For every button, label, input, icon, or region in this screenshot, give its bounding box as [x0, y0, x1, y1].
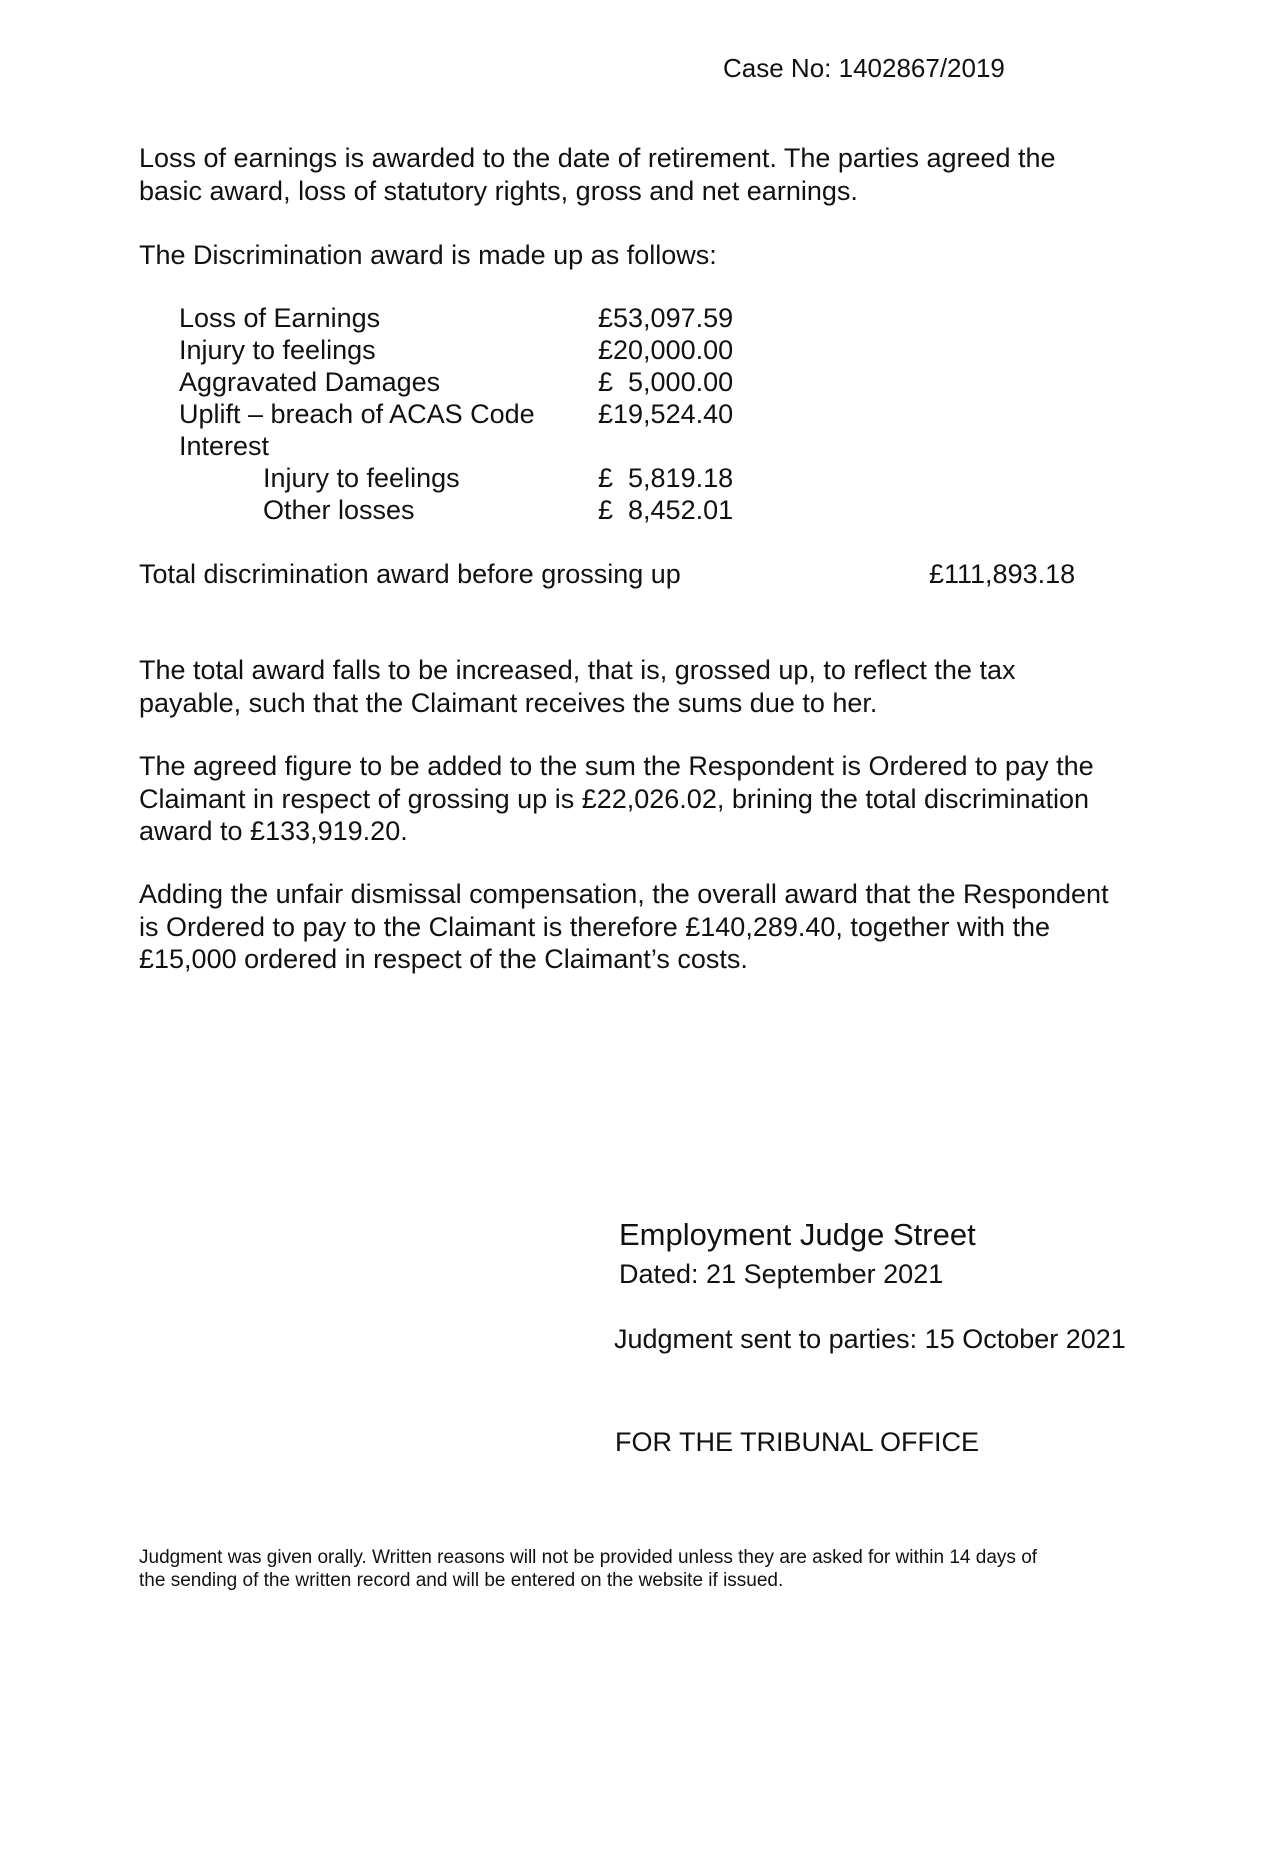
- overall-line-2: is Ordered to pay to the Claimant is therefore £140,289.40, together with the: [139, 911, 1051, 942]
- award-label-injury-to-feelings: Injury to feelings: [179, 335, 376, 365]
- breakdown-heading: The Discrimination award is made up as follows:: [139, 240, 717, 270]
- total-amount: £111,893.18: [929, 559, 1076, 589]
- judgment-sent-line: Judgment sent to parties: 15 October 2021: [614, 1324, 1126, 1354]
- agreed-line-3: award to £133,919.20.: [139, 816, 408, 846]
- grossing-line-1: The total award falls to be increased, that is, grossed up, to reflect the tax: [139, 655, 1016, 685]
- overall-paragraph: [139, 878, 1159, 976]
- interest-label-other-losses: Other losses: [263, 495, 415, 525]
- award-label-interest: Interest: [179, 431, 270, 461]
- award-label-uplift: Uplift – breach of ACAS Code: [179, 399, 535, 429]
- overall-line-1: Adding the unfair dismissal compensation, the overall award that the Respondent: [139, 879, 1109, 909]
- tribunal-office-line: FOR THE TRIBUNAL OFFICE: [615, 1427, 980, 1457]
- agreed-line-2: Claimant in respect of grossing up is £22,026.02, brining the total discrimination: [139, 783, 1090, 814]
- interest-label-injury-to-feelings: Injury to feelings: [263, 463, 460, 493]
- award-label-aggravated-damages: Aggravated Damages: [179, 367, 441, 397]
- footnote-line-1: Judgment was given orally. Written reasons will not be provided unless they are asked for within 14 days of: [139, 1547, 1038, 1568]
- award-amount-loss-of-earnings: £53,097.59: [598, 303, 734, 333]
- total-label: Total discrimination award before grossing up: [139, 559, 681, 589]
- intro-paragraph: [139, 142, 1159, 207]
- award-label-loss-of-earnings: Loss of Earnings: [179, 303, 381, 333]
- intro-line-2: basic award, loss of statutory rights, gross and net earnings.: [139, 175, 858, 206]
- intro-line-1: Loss of earnings is awarded to the date of retirement. The parties agreed the: [139, 143, 1056, 173]
- overall-line-3: £15,000 ordered in respect of the Claimant’s costs.: [139, 944, 748, 974]
- grossing-line-2: payable, such that the Claimant receives the sums due to her.: [139, 687, 878, 718]
- footnote-line-2: the sending of the written record and will be entered on the website if issued.: [139, 1570, 784, 1591]
- agreed-paragraph: [139, 750, 1159, 848]
- case-number: Case No: 1402867/2019: [723, 53, 1005, 83]
- interest-amount-injury-to-feelings: £ 5,819.18: [598, 463, 734, 493]
- agreed-line-1: The agreed figure to be added to the sum the Respondent is Ordered to pay the: [139, 751, 1094, 781]
- award-amount-aggravated-damages: £ 5,000.00: [598, 367, 734, 397]
- grossing-paragraph: [139, 654, 1159, 719]
- award-amount-uplift: £19,524.40: [598, 399, 734, 429]
- judge-name: Employment Judge Street: [619, 1217, 976, 1252]
- award-amount-injury-to-feelings: £20,000.00: [598, 335, 734, 365]
- dated-line: Dated: 21 September 2021: [619, 1259, 944, 1289]
- interest-amount-other-losses: £ 8,452.01: [598, 495, 734, 525]
